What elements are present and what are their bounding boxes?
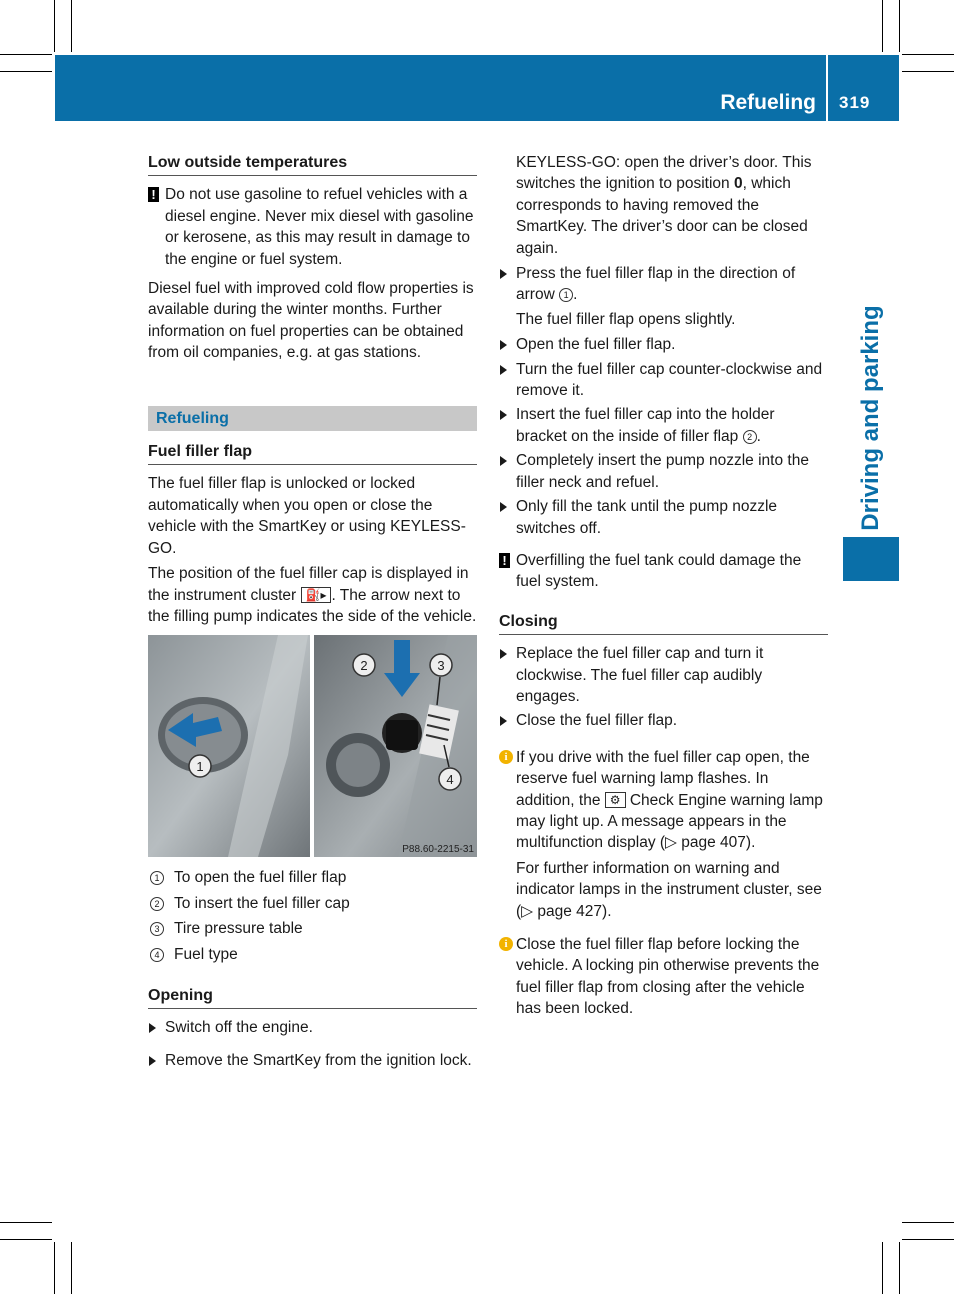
- crop-mark: [71, 1242, 72, 1294]
- callout-label: 4: [446, 772, 454, 788]
- crop-mark: [882, 0, 883, 52]
- warning-icon: !: [499, 553, 510, 568]
- legend-number: 4: [150, 948, 164, 962]
- info-text: Check Engine warning lamp may light up. A message appears in the multifunction display (▷ page 407).: [516, 791, 823, 852]
- step-item: [499, 450, 828, 493]
- figure-code: P88.60-2215-31: [402, 844, 474, 856]
- callout-ref: 2: [743, 430, 757, 444]
- legend-number: 3: [150, 922, 164, 936]
- crop-mark: [0, 1239, 52, 1240]
- text-span: KEYLESS-GO: open the driver’s door. This switches the ignition to position: [516, 154, 812, 193]
- side-chapter-label: Driving and parking: [857, 305, 884, 531]
- step-text: Open the fuel filler flap.: [516, 336, 676, 354]
- step-item: [148, 1017, 477, 1038]
- step-item: [499, 334, 828, 355]
- legend-item: [148, 918, 477, 939]
- legend-item: [148, 944, 477, 965]
- check-engine-icon: ⚙: [605, 792, 626, 808]
- step-text: Remove the SmartKey from the ignition lock.: [165, 1051, 472, 1069]
- warning-note: [148, 184, 477, 270]
- warning-icon: !: [148, 187, 159, 202]
- crop-mark: [71, 0, 72, 52]
- fuel-pump-icon: ⛽▸: [301, 587, 332, 603]
- section-heading-refueling: Refueling: [148, 406, 477, 431]
- info-note: [499, 747, 828, 922]
- header-divider: [826, 55, 828, 121]
- callout-label: 1: [196, 759, 204, 775]
- step-arrow-icon: [500, 649, 507, 659]
- crop-mark: [902, 54, 954, 55]
- heading-opening: Opening: [148, 985, 477, 1009]
- step-arrow-icon: [149, 1056, 156, 1066]
- page-number: 319: [839, 93, 871, 112]
- ignition-position: 0: [733, 175, 743, 193]
- step-arrow-icon: [500, 365, 507, 375]
- legend-text: Tire pressure table: [174, 920, 303, 938]
- crop-mark: [902, 71, 954, 72]
- warning-text: Overfilling the fuel tank could damage the fuel system.: [516, 551, 802, 591]
- callout-label: 2: [360, 658, 368, 674]
- crop-mark: [54, 1242, 55, 1294]
- heading-low-temperatures: Low outside temperatures: [148, 152, 477, 176]
- legend-item: [148, 893, 477, 914]
- step-item: [499, 710, 828, 731]
- fuel-flap-photo: [148, 635, 477, 857]
- keyless-go-continuation: [499, 152, 828, 259]
- step-text: Completely insert the pump nozzle into the filler neck and refuel.: [516, 452, 809, 491]
- crop-mark: [902, 1222, 954, 1223]
- step-item: [499, 496, 828, 539]
- step-arrow-icon: [500, 269, 507, 279]
- right-column: [499, 152, 828, 1026]
- legend-text: Fuel type: [174, 945, 238, 963]
- step-text: Switch off the engine.: [165, 1019, 313, 1037]
- chapter-title: Refueling: [720, 91, 816, 114]
- crop-mark: [0, 54, 52, 55]
- step-result: The fuel filler flap opens slightly.: [516, 310, 736, 328]
- info-text: If you drive with the fuel filler cap open, the reserve fuel warning lamp flashes. In addition, the: [516, 748, 810, 809]
- fuel-flap-figure: [148, 635, 477, 857]
- figure-legend: [148, 867, 477, 965]
- step-text: Replace the fuel filler cap and turn it clockwise. The fuel filler cap audibly engages.: [516, 645, 764, 705]
- step-item: [499, 359, 828, 402]
- flap-paragraph-2: [148, 563, 477, 627]
- heading-fuel-filler-flap: Fuel filler flap: [148, 441, 477, 465]
- text-span: The position of the fuel filler cap is displayed in the instrument cluster: [148, 565, 469, 604]
- step-arrow-icon: [500, 340, 507, 350]
- text-span: .: [573, 286, 578, 304]
- crop-mark: [882, 1242, 883, 1294]
- step-text: Insert the fuel filler cap into the holder bracket on the inside of filler flap: [516, 406, 775, 445]
- step-arrow-icon: [149, 1023, 156, 1033]
- crop-mark: [54, 0, 55, 52]
- info-text: For further information on warning and indicator lamps in the instrument cluster, see (▷ page 427).: [516, 859, 822, 920]
- step-arrow-icon: [500, 502, 507, 512]
- legend-number: 1: [150, 871, 164, 885]
- step-arrow-icon: [500, 456, 507, 466]
- info-note: [499, 934, 828, 1020]
- legend-number: 2: [150, 897, 164, 911]
- warning-note: [499, 550, 828, 593]
- step-text: Only fill the tank until the pump nozzle switches off.: [516, 498, 778, 537]
- step-item: [499, 263, 828, 306]
- info-text: Close the fuel filler flap before locking the vehicle. A locking pin otherwise prevents the fuel filler flap from closing after the vehicle has been locked.: [516, 936, 820, 1018]
- warning-text: Do not use gasoline to refuel vehicles with a diesel engine. Never mix diesel with gasoline or kerosene, as this may result in damage to the engine or fuel system.: [165, 186, 474, 268]
- step-text: Close the fuel filler flap.: [516, 712, 678, 730]
- step-item: [499, 643, 828, 707]
- step-text: Press the fuel filler flap in the direction of arrow: [516, 265, 796, 304]
- page-header: [55, 55, 899, 121]
- crop-mark: [902, 1239, 954, 1240]
- flap-paragraph-1: The fuel filler flap is unlocked or locked automatically when you open or close the vehicle with the SmartKey or using KEYLESS-GO.: [148, 475, 466, 557]
- text-span: .: [756, 427, 761, 445]
- callout-ref: 1: [559, 288, 573, 302]
- crop-mark: [0, 71, 52, 72]
- diesel-paragraph: Diesel fuel with improved cold flow properties is available during the winter months. Further information on fuel properties can be obtained from oil companies, e.g. at gas stations.: [148, 280, 474, 362]
- callout-label: 3: [437, 658, 445, 674]
- crop-mark: [899, 0, 900, 52]
- legend-text: To open the fuel filler flap: [174, 869, 347, 887]
- step-text: Turn the fuel filler cap counter-clockwise and remove it.: [516, 360, 823, 400]
- crop-mark: [899, 1242, 900, 1294]
- text-span: . The arrow next to the filling pump indicates the side of the vehicle.: [148, 586, 477, 625]
- text-span: , which corresponds to having removed the SmartKey. The driver’s door can be closed again.: [516, 175, 808, 257]
- legend-text: To insert the fuel filler cap: [174, 894, 350, 912]
- step-item: [499, 404, 828, 447]
- crop-mark: [0, 1222, 52, 1223]
- step-item: [148, 1050, 477, 1071]
- side-chapter-tab: [843, 537, 899, 581]
- info-icon: i: [499, 937, 513, 951]
- left-column: [148, 152, 477, 1074]
- legend-item: [148, 867, 477, 888]
- heading-closing: Closing: [499, 611, 828, 635]
- info-icon: i: [499, 750, 513, 764]
- step-arrow-icon: [500, 716, 507, 726]
- step-arrow-icon: [500, 410, 507, 420]
